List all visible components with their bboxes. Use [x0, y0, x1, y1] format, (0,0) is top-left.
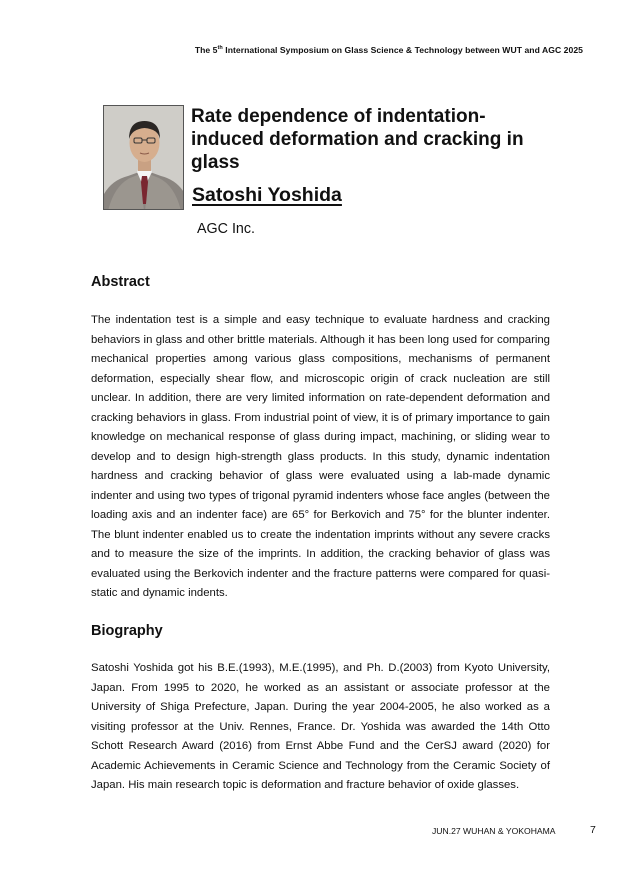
portrait-image — [104, 106, 184, 210]
author-photo — [103, 105, 184, 210]
author-name: Satoshi Yoshida — [192, 184, 342, 206]
biography-text: Satoshi Yoshida got his B.E.(1993), M.E.(1995), and Ph. D.(2003) from Kyoto University, Japan. From 1995 to 2020, he worked as an assistant or associate professor at the University of Shiga Prefecture, Japan. During the year 2004-2005, he also worked as a visiting professor at the Univ. Rennes, France. Dr. Yoshida was awarded the 14th Otto Schott Research Award (2016) from Ernst Abbe Fund and the CerSJ award (2020) for Academic Achievements in Ceramic Science and Technology from the Ceramic Society of Japan. His main research topic is deformation and fracture behavior of oxide glasses. — [91, 662, 550, 791]
header-rest: International Symposium on Glass Science & Technology between WUT and AGC 2025 — [222, 45, 583, 55]
page-number: 7 — [590, 824, 596, 836]
header-sup: th — [217, 45, 223, 52]
abstract-text: The indentation test is a simple and easy technique to evaluate hardness and cracking behaviors in glass and other brittle materials. Although it has been long used for comparing mechanical properties among various glass compositions, mechanisms of permanent deformation, especially shear flow, and microscopic origin of crack nucleation are still unclear. In addition, there are very limited information on rate-dependent deformation and cracking behaviors in glass. From industrial point of view, it is of primary importance to gain knowledge on mechanical response of glass during impact, machining, or sliding wear to develop and to design high-strength glass products. In this study, dynamic indentation hardness and cracking behavior of glass were evaluated using a lab-made dynamic indenter and using two types of trigonal pyramid indenters whose face angles (between the loading axis and an indenter face) are 65° for Berkovich and 75° for the blunter indenter. The blunt indenter enabled us to create the indentation imprints without any severe cracks and to measure the size of the imprints. In addition, the cracking behavior of glass was evaluated using the Berkovich indenter and the fracture patterns were compared for quasi-static and dynamic indents. — [91, 314, 550, 599]
biography-heading: Biography — [91, 623, 163, 639]
footer-text: JUN.27 WUHAN & YOKOHAMA — [432, 826, 556, 836]
running-header — [195, 45, 583, 55]
header-prefix: The 5 — [194, 45, 218, 55]
affiliation: AGC Inc. — [197, 221, 255, 237]
paper-title: Rate dependence of indentation-induced deformation and cracking in glass — [191, 106, 524, 173]
abstract-heading: Abstract — [91, 274, 150, 290]
